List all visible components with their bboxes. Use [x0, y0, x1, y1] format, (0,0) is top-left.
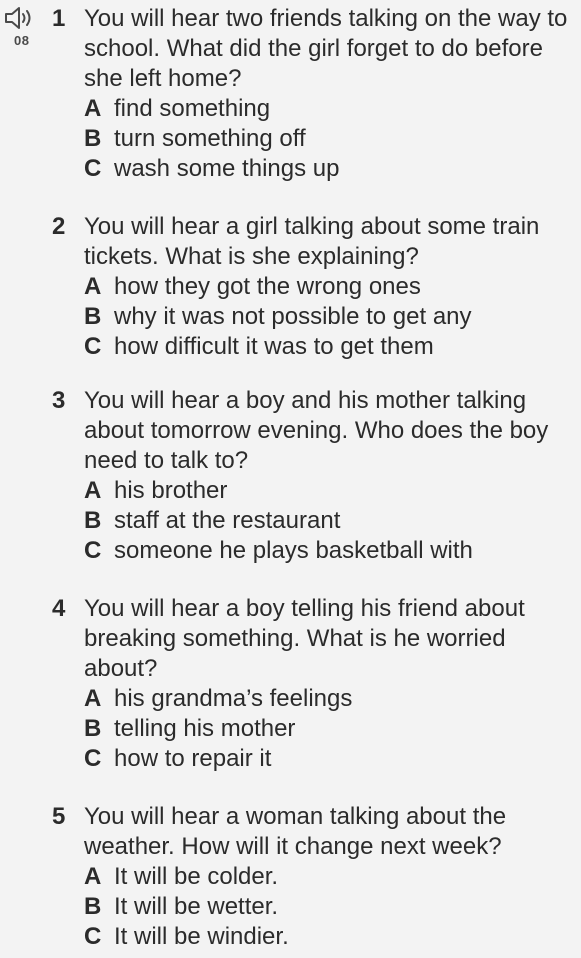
option-text: someone he plays basketball with [114, 537, 473, 564]
option-letter: B [84, 893, 102, 920]
question-5 [52, 802, 572, 952]
audio-track-badge[interactable] [4, 6, 44, 50]
option-text: It will be wetter. [114, 893, 279, 920]
option-letter: C [84, 333, 102, 360]
option-text: how to repair it [114, 745, 272, 772]
option-text: staff at the restaurant [114, 507, 341, 534]
option-letter: C [84, 923, 102, 950]
option-c[interactable] [84, 922, 572, 952]
option-a[interactable] [84, 684, 572, 714]
option-c[interactable] [84, 154, 572, 184]
option-a[interactable] [84, 862, 572, 892]
question-stem [52, 4, 572, 94]
option-b[interactable] [84, 124, 572, 154]
answer-options [52, 684, 572, 774]
answer-options [52, 862, 572, 952]
option-b[interactable] [84, 714, 572, 744]
option-letter: A [84, 477, 102, 504]
speaker-icon[interactable] [4, 6, 38, 30]
option-text: It will be windier. [114, 923, 289, 950]
option-c[interactable] [84, 744, 572, 774]
option-text: why it was not possible to get any [114, 303, 472, 330]
question-text: You will hear a boy telling his friend about breaking something. What is he worried about? [84, 595, 525, 682]
option-b[interactable] [84, 506, 572, 536]
option-c[interactable] [84, 332, 572, 362]
question-stem [52, 802, 572, 862]
question-number: 3 [52, 387, 66, 414]
question-2 [52, 212, 572, 362]
question-4 [52, 594, 572, 774]
question-number: 2 [52, 213, 66, 240]
answer-options [52, 272, 572, 362]
question-stem [52, 594, 572, 684]
question-number: 1 [52, 5, 66, 32]
option-letter: B [84, 507, 102, 534]
question-number: 4 [52, 595, 66, 622]
option-text: how they got the wrong ones [114, 273, 421, 300]
option-letter: B [84, 125, 102, 152]
option-letter: A [84, 95, 102, 122]
question-number: 5 [52, 803, 66, 830]
question-1 [52, 4, 572, 184]
option-letter: A [84, 685, 102, 712]
question-text: You will hear a girl talking about some train tickets. What is she explaining? [84, 213, 540, 270]
option-a[interactable] [84, 94, 572, 124]
question-text: You will hear two friends talking on the way to school. What did the girl forget to do before she left home? [84, 5, 568, 92]
option-letter: C [84, 745, 102, 772]
option-letter: B [84, 715, 102, 742]
question-stem [52, 386, 572, 476]
option-c[interactable] [84, 536, 572, 566]
question-3 [52, 386, 572, 566]
option-b[interactable] [84, 302, 572, 332]
option-text: turn something off [114, 125, 306, 152]
option-letter: A [84, 863, 102, 890]
question-text: You will hear a boy and his mother talking about tomorrow evening. Who does the boy need to talk to? [84, 387, 549, 474]
option-text: find something [114, 95, 271, 122]
option-b[interactable] [84, 892, 572, 922]
question-stem [52, 212, 572, 272]
answer-options [52, 476, 572, 566]
answer-options [52, 94, 572, 184]
option-a[interactable] [84, 476, 572, 506]
option-text: It will be colder. [114, 863, 279, 890]
option-text: his grandma’s feelings [114, 685, 353, 712]
option-letter: B [84, 303, 102, 330]
option-letter: A [84, 273, 102, 300]
question-text: You will hear a woman talking about the weather. How will it change next week? [84, 803, 507, 860]
option-text: his brother [114, 477, 228, 504]
option-text: how difficult it was to get them [114, 333, 434, 360]
option-letter: C [84, 537, 102, 564]
option-a[interactable] [84, 272, 572, 302]
audio-track-number: 08 [14, 33, 30, 48]
option-letter: C [84, 155, 102, 182]
option-text: wash some things up [114, 155, 340, 182]
option-text: telling his mother [114, 715, 296, 742]
